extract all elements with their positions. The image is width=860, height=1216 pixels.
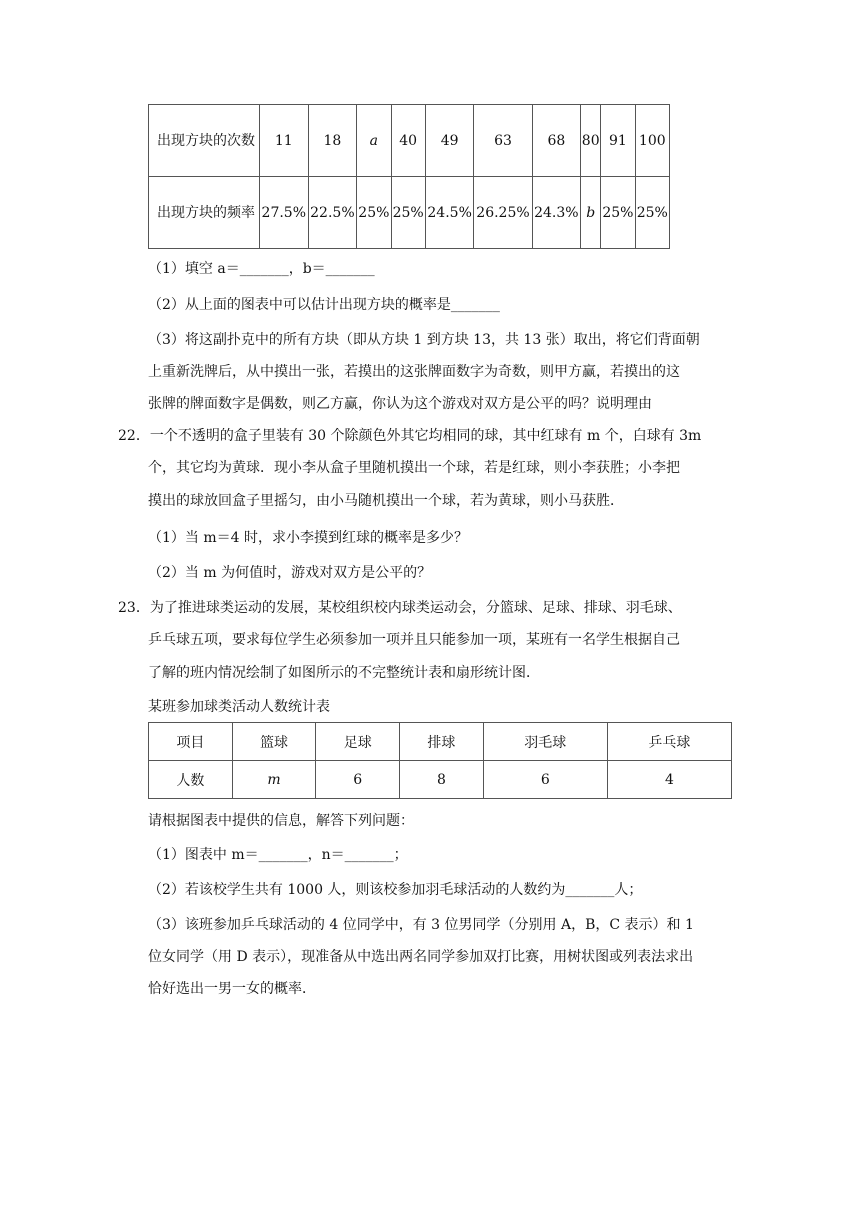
table-cell: 100 <box>635 105 669 177</box>
table-header: 篮球 <box>232 723 316 761</box>
q21-part3-line2: 上重新洗牌后，从中摸出一张，若摸出的这张牌面数字为奇数，则甲方赢，若摸出的这 <box>148 364 680 380</box>
table-cell: a <box>357 105 391 177</box>
table-cell: 25% <box>601 177 635 249</box>
q22-part1: （1）当 m＝4 时，求小李摸到红球的概率是多少？ <box>148 530 468 546</box>
q22-line1: 22．一个不透明的盒子里装有 30 个除颜色外其它均相同的球，其中红球有 m 个，白球有 3m <box>118 428 702 444</box>
table-header: 排球 <box>400 723 484 761</box>
table-cell: 49 <box>425 105 474 177</box>
q23-part3-line1: （3）该班参加乒乓球活动的 4 位同学中，有 3 位男同学（分别用 A，B，C 表示）和 1 <box>148 917 694 933</box>
table-header: 足球 <box>316 723 400 761</box>
table-header: 乒乓球 <box>607 723 731 761</box>
table-cell: 4 <box>607 761 731 799</box>
q23-part2: （2）若该校学生共有 1000 人，则该校参加羽毛球活动的人数约为_______人； <box>148 882 643 898</box>
q21-part3-line1: （3）将这副扑克中的所有方块（即从方块 1 到方块 13，共 13 张）取出，将它们背面朝 <box>148 332 700 348</box>
table-cell: 人数 <box>149 761 233 799</box>
q22-part2: （2）当 m 为何值时，游戏对双方是公平的？ <box>148 565 432 581</box>
table-title: 某班参加球类活动人数统计表 <box>148 699 330 715</box>
table-cell: 24.3% <box>532 177 581 249</box>
table-cell: 18 <box>308 105 357 177</box>
table-cell: 40 <box>391 105 425 177</box>
table-cell: 25% <box>391 177 425 249</box>
table-cell: 22.5% <box>308 177 357 249</box>
table-row <box>149 761 732 799</box>
table-header: 项目 <box>149 723 233 761</box>
q22-line3: 摸出的球放回盒子里摇匀，由小马随机摸出一个球，若为黄球，则小马获胜． <box>148 493 624 509</box>
q23-part3-line3: 恰好选出一男一女的概率． <box>148 981 316 997</box>
q23-line1: 23．为了推进球类运动的发展，某校组织校内球类运动会，分篮球、足球、排球、羽毛球、 <box>118 600 682 616</box>
q23-part1: （1）图表中 m＝_______，n＝_______； <box>148 847 408 863</box>
table-cell: 27.5% <box>260 177 309 249</box>
frequency-table <box>148 104 670 249</box>
table-cell: 24.5% <box>425 177 474 249</box>
q23-prompt: 请根据图表中提供的信息，解答下列问题： <box>148 813 414 829</box>
table-cell: 80 <box>581 105 601 177</box>
q23-line3: 了解的班内情况绘制了如图所示的不完整统计表和扇形统计图． <box>148 665 540 681</box>
q21-part1: （1）填空 a＝_______，b＝_______ <box>148 261 375 277</box>
table-cell: 63 <box>474 105 532 177</box>
table-cell: 25% <box>635 177 669 249</box>
table-cell: 11 <box>260 105 309 177</box>
table-cell: 26.25% <box>474 177 532 249</box>
q23-part3-line2: 位女同学（用 D 表示），现准备从中选出两名同学参加双打比赛，用树状图或列表法求出 <box>148 949 694 965</box>
q22-line2: 个，其它均为黄球．现小李从盒子里随机摸出一个球，若是红球，则小李获胜；小李把 <box>148 460 680 476</box>
table-row <box>149 723 732 761</box>
q23-line2: 乒乓球五项，要求每位学生必须参加一项并且只能参加一项，某班有一名学生根据自己 <box>148 632 680 648</box>
table-cell: 91 <box>601 105 635 177</box>
table-header: 羽毛球 <box>483 723 607 761</box>
row-header: 出现方块的频率 <box>149 177 260 249</box>
table-cell: 6 <box>316 761 400 799</box>
table-cell: 68 <box>532 105 581 177</box>
table-cell: 6 <box>483 761 607 799</box>
table-row <box>149 177 670 249</box>
table-cell: m <box>232 761 316 799</box>
activity-table <box>148 722 732 799</box>
table-row <box>149 105 670 177</box>
table-cell: b <box>581 177 601 249</box>
q21-part3-line3: 张牌的牌面数字是偶数，则乙方赢，你认为这个游戏对双方是公平的吗？说明理由 <box>148 396 652 412</box>
row-header: 出现方块的次数 <box>149 105 260 177</box>
table-cell: 8 <box>400 761 484 799</box>
q21-part2: （2）从上面的图表中可以估计出现方块的概率是_______ <box>148 297 500 313</box>
table-cell: 25% <box>357 177 391 249</box>
